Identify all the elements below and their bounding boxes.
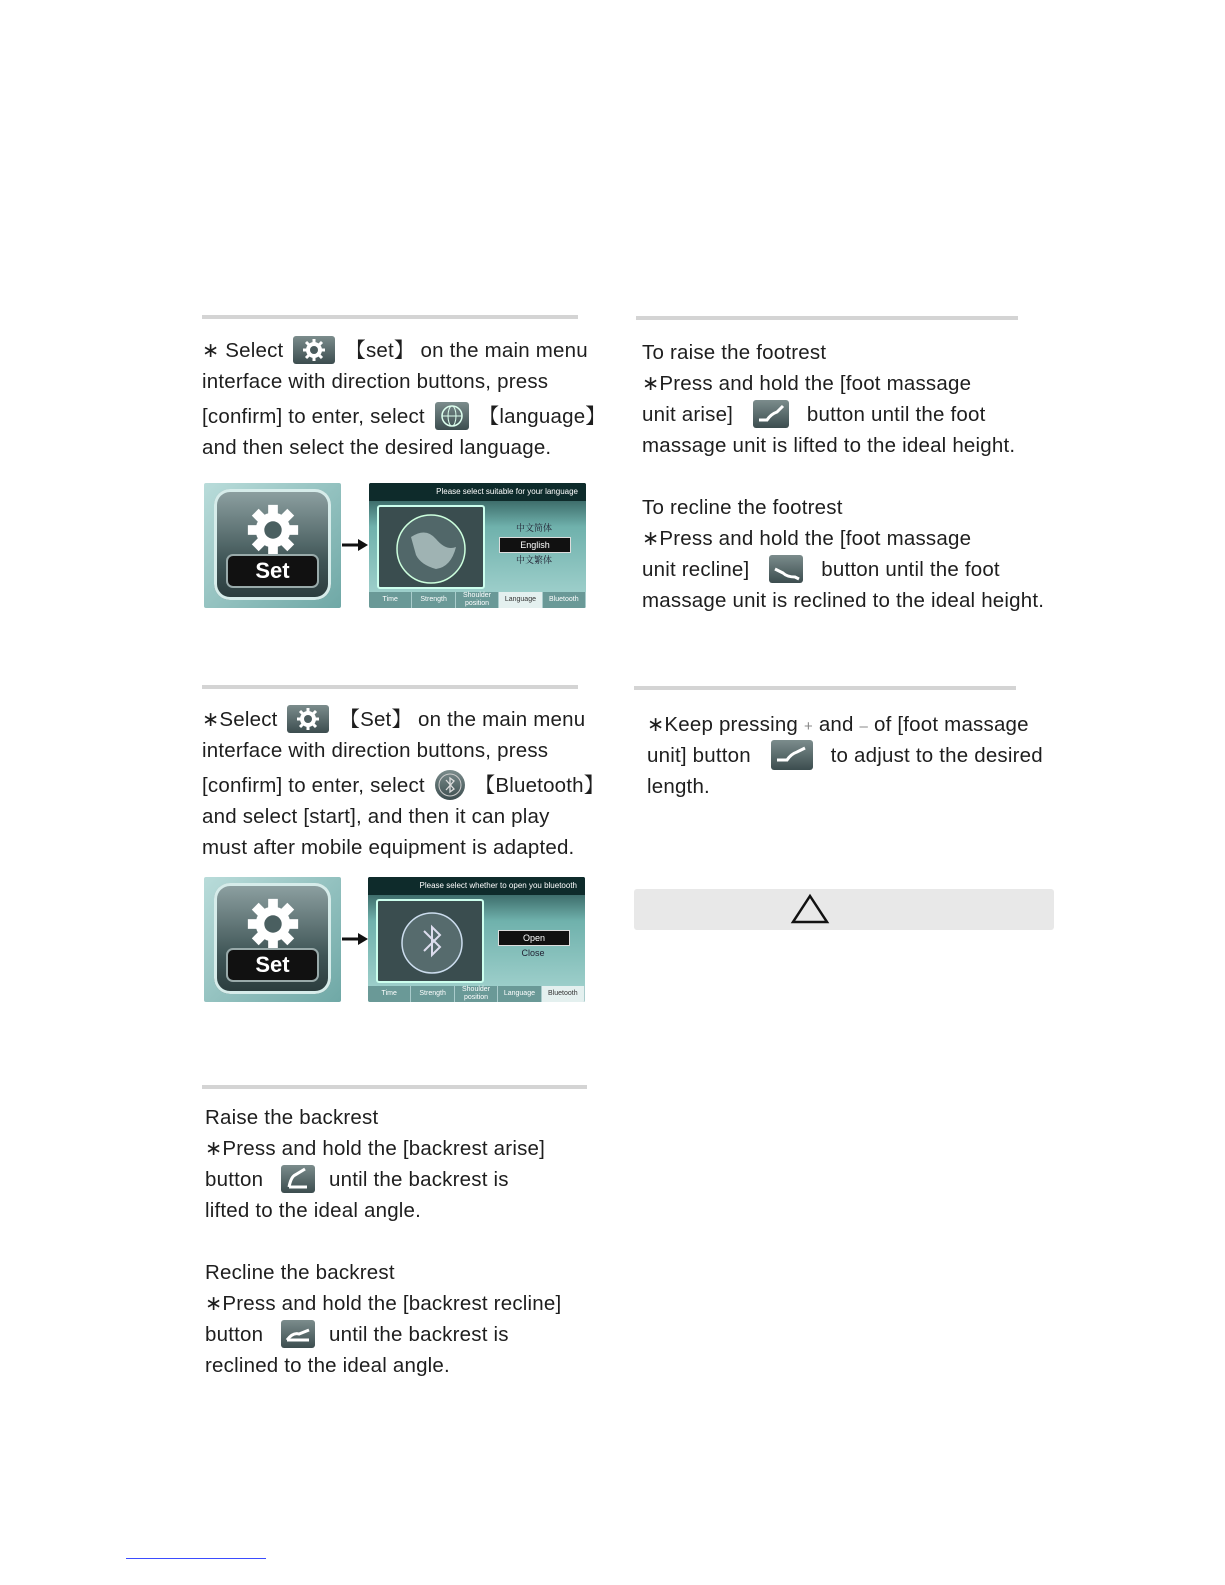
tab-strength[interactable]: Strength [412,592,455,608]
footrest-raise-title: To raise the footrest [642,341,827,364]
text-line: unit recline] button until the foot [642,554,1044,585]
set-tile-frame [214,489,331,600]
foot-length-instructions: ∗Keep pressing + and – of [foot massage unit] button to adjust to the desired length. [647,709,1043,802]
globe-icon [435,402,469,430]
text-line: unit] button to adjust to the desired [647,740,1043,771]
set-tile-frame [214,883,331,994]
bluetooth-instructions: ∗Select 【Set】 on the main menu interface with direction buttons, press [confirm] to enter, select 【Bluetooth】 and select [start], and then it can play must after mobile equipment is adapted. [202,704,604,863]
arrow-right-icon [342,933,368,945]
language-option[interactable]: 中文简体 [515,523,552,533]
tab-shoulder-position[interactable]: Shoulder position [455,986,498,1002]
minus-sign: – [859,718,869,735]
set-label: Set [226,554,319,588]
text-line: [confirm] to enter, select 【Bluetooth】 [202,770,604,801]
tab-time[interactable]: Time [369,592,412,608]
text-line: unit arise] button until the foot [642,399,1044,430]
language-option-selected[interactable]: English [499,537,571,553]
gear-icon [287,705,329,733]
plus-sign: + [803,718,813,735]
footrest-recline-title: To recline the footrest [642,496,843,519]
backrest-recline-title: Recline the backrest [205,1261,395,1284]
tab-bluetooth[interactable]: Bluetooth [543,592,586,608]
screen-panel [377,505,485,589]
tab-language[interactable]: Language [498,986,541,1002]
section-rule-footrest [636,316,1018,320]
set-label: Set [226,948,319,982]
language-instructions: ∗ Select 【set】 on the main menu interface with direction buttons, press [confirm] to enter, select 【language】 and then select the desired language. [202,335,606,463]
section-rule-foot-length [634,686,1016,690]
bluetooth-option[interactable]: Close [521,948,545,958]
gear-icon [244,501,302,559]
footrest-instructions: To raise the footrest ∗Press and hold the [foot massage unit arise] button until the foot massage unit is lifted to the ideal height. To recline the footrest ∗Press and hold the [foot massage unit recline] button until the foot massage unit is reclined to the ideal height. [642,337,1044,616]
screen-tabs [368,986,585,1002]
foot-unit-recline-icon [769,555,803,583]
warning-triangle-icon [790,893,830,925]
tab-language[interactable]: Language [499,592,542,608]
screen-header: Please select whether to open you bluetooth [368,877,585,895]
footer-rule [126,1558,266,1559]
foot-unit-length-icon [771,740,813,770]
tab-bluetooth[interactable]: Bluetooth [542,986,585,1002]
bluetooth-icon [378,901,482,981]
bluetooth-screen-image [368,877,585,1002]
arrow-right-icon [342,539,368,551]
globe-icon [379,507,483,587]
gear-icon [293,336,335,364]
tab-shoulder-position[interactable]: Shoulder position [456,592,499,608]
tab-strength[interactable]: Strength [411,986,454,1002]
language-option[interactable]: 中文繁体 [515,555,552,565]
note-header-bar [634,889,1054,930]
gear-icon [244,895,302,953]
text-line: ∗Keep pressing + and – of [foot massage [647,713,1029,736]
text-line: button until the backrest is [205,1319,561,1350]
section-rule-bluetooth [202,685,578,689]
backrest-raise-title: Raise the backrest [205,1106,379,1129]
section-rule-backrest [202,1085,587,1089]
text-line: ∗ Select 【set】 on the main menu [202,335,606,366]
screen-header: Please select suitable for your language [369,483,586,501]
text-line: ∗Select 【Set】 on the main menu [202,704,604,735]
tab-time[interactable]: Time [368,986,411,1002]
language-screen-image [369,483,586,608]
text-line: [confirm] to enter, select 【language】 [202,401,606,432]
backrest-arise-icon [281,1165,315,1193]
text-line: button until the backrest is [205,1164,561,1195]
set-tile-image [204,877,341,1002]
screen-panel [376,899,484,983]
foot-unit-arise-icon [753,400,789,428]
bluetooth-option-selected[interactable]: Open [498,930,570,946]
bluetooth-icon [435,770,465,800]
backrest-recline-icon [281,1320,315,1348]
backrest-instructions: Raise the backrest ∗Press and hold the [backrest arise] button until the backrest is lifted to the ideal angle. Recline the backrest ∗Press and hold the [backrest recline] button until the backrest is reclined to the ideal angle. [205,1102,561,1381]
section-rule-language [202,315,578,319]
screen-tabs [369,592,586,608]
set-tile-image [204,483,341,608]
